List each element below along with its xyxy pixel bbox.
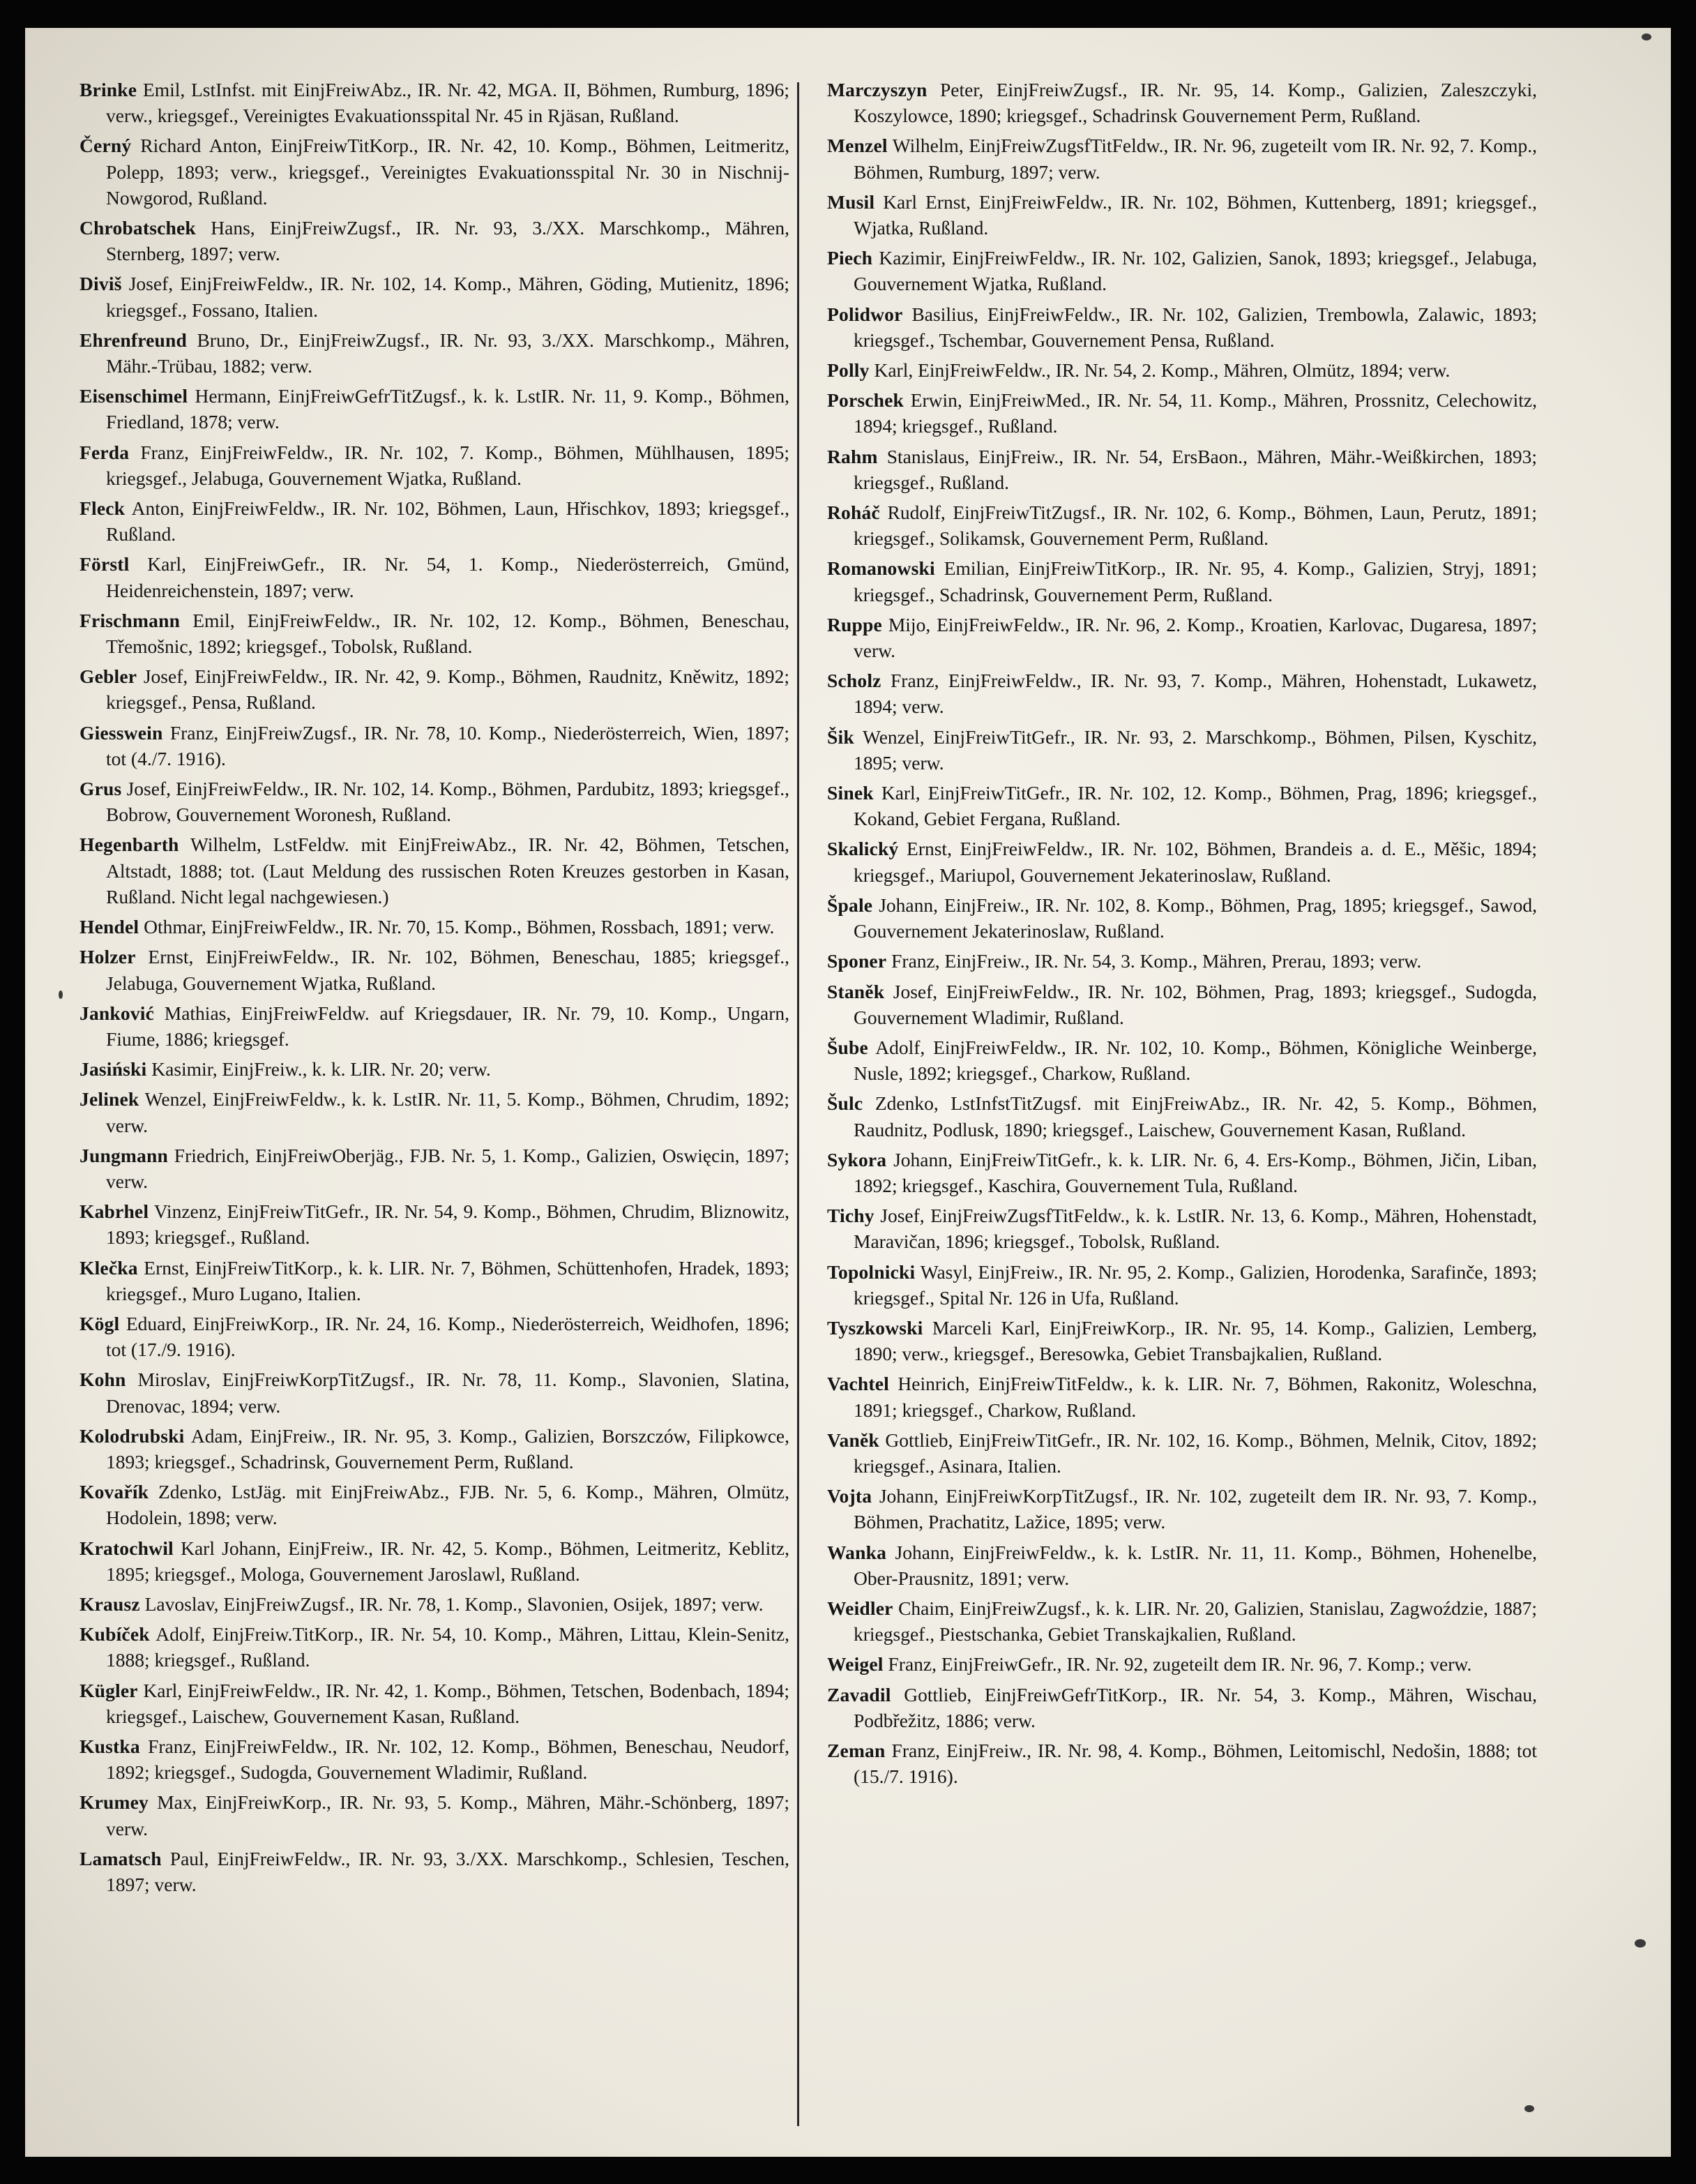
entry-surname: Kubíček — [80, 1623, 150, 1645]
entry-surname: Weidler — [827, 1597, 893, 1619]
entry-details: Emilian, EinjFreiwTitKorp., IR. Nr. 95, 4. Komp., Galizien, Stryj, 1891; kriegsgef., Schadrinsk, Gouvernement Perm, Rußland. — [854, 557, 1537, 605]
register-entry — [80, 1591, 789, 1617]
register-entry — [80, 77, 789, 128]
entry-details: Bruno, Dr., EinjFreiwZugsf., IR. Nr. 93, 3./XX. Marschkomp., Mähren, Mähr.-Trübau, 1882; verw. — [106, 329, 789, 377]
entry-surname: Kustka — [80, 1735, 140, 1757]
ink-smudge — [1642, 33, 1651, 40]
entry-surname: Kögl — [80, 1312, 120, 1334]
entry-details: Karl Johann, EinjFreiw., IR. Nr. 42, 5. Komp., Böhmen, Leitmeritz, Keblitz, 1895; kriegsgef., Mologa, Gouvernement Jaroslawl, Rußland. — [106, 1537, 789, 1585]
entry-surname: Piech — [827, 247, 873, 269]
entry-details: Franz, EinjFreiw., IR. Nr. 98, 4. Komp., Böhmen, Leitomischl, Nedošin, 1888; tot (15./7. 1916). — [854, 1739, 1537, 1788]
entry-details: Wenzel, EinjFreiwTitGefr., IR. Nr. 93, 2. Marschkomp., Böhmen, Pilsen, Kyschitz, 1895; verw. — [854, 725, 1537, 774]
register-entry — [827, 1371, 1537, 1422]
entry-details: Peter, EinjFreiwZugsf., IR. Nr. 95, 14. Komp., Galizien, Zaleszczyki, Koszylowce, 1890; kriegsgef., Schadrinsk Gouvernement Perm, Rußland. — [854, 79, 1537, 127]
entry-surname: Vaněk — [827, 1429, 879, 1451]
entry-surname: Černý — [80, 135, 132, 157]
entry-details: Josef, EinjFreiwZugsfTitFeldw., k. k. LstIR. Nr. 13, 6. Komp., Mähren, Hohenstadt, Maravičan, 1896; kriegsgef., Tobolsk, Rußland. — [854, 1205, 1537, 1253]
entry-surname: Tichy — [827, 1205, 874, 1227]
entry-details: Mathias, EinjFreiwFeldw. auf Kriegsdauer, IR. Nr. 79, 10. Komp., Ungarn, Fiume, 1886; kriegsgef. — [106, 1002, 789, 1050]
register-entry — [80, 944, 789, 995]
document-page — [25, 28, 1671, 2157]
register-entry — [827, 1315, 1537, 1366]
register-entry — [827, 357, 1537, 383]
entry-details: Johann, EinjFreiw., IR. Nr. 102, 8. Komp., Böhmen, Prag, 1895; kriegsgef., Sawod, Gouvernement Jekaterinoslaw, Rußland. — [854, 894, 1537, 942]
register-entry — [827, 1595, 1537, 1647]
entry-details: Josef, EinjFreiwFeldw., IR. Nr. 42, 9. Komp., Böhmen, Raudnitz, Kněwitz, 1892; kriegsgef., Pensa, Rußland. — [106, 665, 789, 714]
entry-details: Kasimir, EinjFreiw., k. k. LIR. Nr. 20; verw. — [151, 1058, 491, 1080]
register-entry — [80, 831, 789, 910]
entry-surname: Diviš — [80, 273, 122, 295]
entry-details: Hermann, EinjFreiwGefrTitZugsf., k. k. LstIR. Nr. 11, 9. Komp., Böhmen, Friedland, 1878; verw. — [106, 385, 789, 433]
entry-details: Heinrich, EinjFreiwTitFeldw., k. k. LIR. Nr. 7, Böhmen, Rakonitz, Woleschna, 1891; kriegsgef., Charkow, Rußland. — [854, 1373, 1537, 1421]
ink-smudge — [1635, 1939, 1646, 1948]
register-entry — [80, 720, 789, 771]
register-entry — [827, 133, 1537, 184]
entry-details: Erwin, EinjFreiwMed., IR. Nr. 54, 11. Komp., Mähren, Prossnitz, Celechowitz, 1894; kriegsgef., Rußland. — [854, 389, 1537, 437]
entry-surname: Šulc — [827, 1092, 863, 1115]
register-entry — [80, 1423, 789, 1475]
entry-details: Josef, EinjFreiwFeldw., IR. Nr. 102, 14. Komp., Böhmen, Pardubitz, 1893; kriegsgef., Bobrow, Gouvernement Woronesh, Rußland. — [106, 778, 789, 826]
entry-surname: Jasiński — [80, 1058, 147, 1080]
entry-surname: Gebler — [80, 665, 137, 688]
entry-surname: Klečka — [80, 1256, 138, 1279]
entry-surname: Polly — [827, 359, 870, 382]
entry-surname: Kovařík — [80, 1481, 149, 1503]
entry-surname: Wanka — [827, 1541, 887, 1563]
entry-details: Gottlieb, EinjFreiwGefrTitKorp., IR. Nr. 54, 3. Komp., Mähren, Wischau, Podbřežitz, 1886; verw. — [854, 1683, 1537, 1731]
entry-surname: Ehrenfreund — [80, 329, 188, 351]
register-entry — [80, 1255, 789, 1306]
entry-surname: Kohn — [80, 1369, 126, 1391]
register-entry — [827, 1203, 1537, 1254]
entry-details: Hans, EinjFreiwZugsf., IR. Nr. 93, 3./XX. Marschkomp., Mähren, Sternberg, 1897; verw. — [106, 217, 789, 265]
entry-surname: Zavadil — [827, 1683, 891, 1705]
entry-surname: Šik — [827, 725, 854, 748]
register-entry — [80, 914, 789, 940]
entry-surname: Sponer — [827, 950, 887, 972]
register-entry — [80, 1311, 789, 1362]
entry-surname: Ferda — [80, 441, 130, 463]
entry-surname: Topolnicki — [827, 1260, 916, 1283]
entry-details: Karl, EinjFreiwFeldw., IR. Nr. 54, 2. Komp., Mähren, Olmütz, 1894; verw. — [874, 359, 1451, 382]
register-entry — [827, 780, 1537, 831]
left-column — [80, 77, 789, 2141]
entry-details: Wilhelm, LstFeldw. mit EinjFreiwAbz., IR. Nr. 42, Böhmen, Tetschen, Altstadt, 1888; tot. (Laut Meldung des russischen Roten Kreuzes gestorben in Kasan, Rußland. Nicht legal nachgewiesen.) — [106, 834, 789, 908]
entry-surname: Janković — [80, 1002, 155, 1024]
entry-details: Johann, EinjFreiwKorpTitZugsf., IR. Nr. 102, zugeteilt dem IR. Nr. 93, 7. Komp., Böhmen, Prachatitz, Lažice, 1895; verw. — [854, 1485, 1537, 1533]
register-entry — [80, 327, 789, 379]
entry-surname: Förstl — [80, 553, 130, 575]
entry-surname: Lamatsch — [80, 1847, 162, 1869]
entry-details: Ernst, EinjFreiwFeldw., IR. Nr. 102, Böhmen, Beneschau, 1885; kriegsgef., Jelabuga, Gouvernement Wjatka, Rußland. — [106, 946, 789, 994]
entry-surname: Frischmann — [80, 609, 181, 631]
register-entry — [827, 499, 1537, 551]
register-entry — [80, 1479, 789, 1530]
entry-details: Emil, EinjFreiwFeldw., IR. Nr. 102, 12. Komp., Böhmen, Beneschau, Třemošnic, 1892; kriegsgef., Tobolsk, Rußland. — [106, 609, 789, 658]
entry-details: Karl, EinjFreiwFeldw., IR. Nr. 42, 1. Komp., Böhmen, Tetschen, Bodenbach, 1894; kriegsgef., Laischew, Gouvernement Kasan, Rußland. — [106, 1679, 789, 1727]
register-entry — [827, 77, 1537, 128]
entry-details: Lavoslav, EinjFreiwZugsf., IR. Nr. 78, 1. Komp., Slavonien, Osijek, 1897; verw. — [144, 1592, 764, 1615]
entry-details: Josef, EinjFreiwFeldw., IR. Nr. 102, Böhmen, Prag, 1893; kriegsgef., Sudogda, Gouvernement Wladimir, Rußland. — [854, 980, 1537, 1028]
entry-details: Johann, EinjFreiwFeldw., k. k. LstIR. Nr. 11, 11. Komp., Böhmen, Hohenelbe, Ober-Prausnitz, 1891; verw. — [854, 1541, 1537, 1589]
entry-surname: Chrobatschek — [80, 217, 196, 239]
register-entry — [827, 724, 1537, 776]
entry-details: Chaim, EinjFreiwZugsf., k. k. LIR. Nr. 20, Galizien, Stanislau, Zagwoździe, 1887; kriegsgef., Piestschanka, Gebiet Transkajkalien, Rußland. — [854, 1597, 1537, 1645]
entry-details: Franz, EinjFreiwFeldw., IR. Nr. 93, 7. Komp., Mähren, Hohenstadt, Lukawetz, 1894; verw. — [854, 670, 1537, 718]
entry-details: Franz, EinjFreiw., IR. Nr. 54, 3. Komp., Mähren, Prerau, 1893; verw. — [891, 950, 1422, 972]
register-entry — [80, 439, 789, 491]
column-divider — [797, 82, 799, 2126]
entry-details: Ernst, EinjFreiwTitKorp., k. k. LIR. Nr. 7, Böhmen, Schüttenhofen, Hradek, 1893; kriegsgef., Muro Lugano, Italien. — [106, 1256, 789, 1304]
entry-details: Friedrich, EinjFreiwOberjäg., FJB. Nr. 5, 1. Komp., Galizien, Oswięcin, 1897; verw. — [106, 1144, 789, 1192]
register-entry — [827, 1539, 1537, 1591]
register-entry — [80, 1000, 789, 1052]
entry-details: Adam, EinjFreiw., IR. Nr. 95, 3. Komp., Galizien, Borszczów, Filipkowce, 1893; kriegsgef., Schadrinsk, Gouvernement Perm, Rußland. — [106, 1424, 789, 1473]
entry-surname: Porschek — [827, 389, 904, 412]
register-entry — [80, 1678, 789, 1729]
entry-surname: Grus — [80, 778, 122, 800]
register-entry — [827, 1651, 1537, 1677]
register-entry — [80, 1535, 789, 1587]
entry-details: Karl Ernst, EinjFreiwFeldw., IR. Nr. 102, Böhmen, Kuttenberg, 1891; kriegsgef., Wjatka, Rußland. — [854, 190, 1537, 239]
entry-details: Karl, EinjFreiwGefr., IR. Nr. 54, 1. Komp., Niederösterreich, Gmünd, Heidenreichenstein, 1897; verw. — [106, 553, 789, 601]
register-entry — [827, 836, 1537, 887]
right-column — [827, 77, 1537, 2141]
entry-details: Rudolf, EinjFreiwTitZugsf., IR. Nr. 102, 6. Komp., Böhmen, Laun, Perutz, 1891; kriegsgef., Solikamsk, Gouvernement Perm, Rußland. — [854, 502, 1537, 550]
entry-surname: Skalický — [827, 838, 899, 860]
register-entry — [80, 495, 789, 547]
register-entry — [827, 444, 1537, 495]
entry-surname: Holzer — [80, 946, 136, 968]
entry-surname: Zeman — [827, 1739, 886, 1761]
entry-surname: Eisenschimel — [80, 385, 188, 407]
entry-surname: Jelinek — [80, 1088, 139, 1110]
entry-details: Eduard, EinjFreiwKorp., IR. Nr. 24, 16. Komp., Niederösterreich, Weidhofen, 1896; tot (17./9. 1916). — [106, 1312, 789, 1361]
register-entry — [827, 1427, 1537, 1479]
entry-details: Franz, EinjFreiwZugsf., IR. Nr. 78, 10. Komp., Niederösterreich, Wien, 1897; tot (4./7. 1916). — [106, 721, 789, 769]
entry-details: Johann, EinjFreiwTitGefr., k. k. LIR. Nr. 6, 4. Ers-Komp., Böhmen, Jičin, Liban, 1892; kriegsgef., Kaschira, Gouvernement Tula, Rußland. — [854, 1148, 1537, 1196]
register-entry — [827, 612, 1537, 663]
entry-details: Paul, EinjFreiwFeldw., IR. Nr. 93, 3./XX. Marschkomp., Schlesien, Teschen, 1897; verw. — [106, 1847, 789, 1895]
register-entry — [827, 1682, 1537, 1733]
register-entry — [80, 1621, 789, 1673]
entry-surname: Rahm — [827, 445, 878, 467]
entry-surname: Polidwor — [827, 303, 903, 325]
entry-surname: Roháč — [827, 502, 880, 524]
entry-surname: Špale — [827, 894, 873, 916]
entry-surname: Krausz — [80, 1592, 140, 1615]
entry-surname: Giesswein — [80, 721, 163, 744]
entry-details: Zdenko, LstJäg. mit EinjFreiwAbz., FJB. Nr. 5, 6. Komp., Mähren, Olmütz, Hodolein, 1898; verw. — [106, 1481, 789, 1529]
entry-details: Josef, EinjFreiwFeldw., IR. Nr. 102, 14. Komp., Mähren, Göding, Mutienitz, 1896; kriegsgef., Fossano, Italien. — [106, 273, 789, 321]
register-entry — [827, 1259, 1537, 1311]
entry-details: Miroslav, EinjFreiwKorpTitZugsf., IR. Nr. 78, 11. Komp., Slavonien, Slatina, Drenovac, 1894; verw. — [106, 1369, 789, 1417]
entry-details: Marceli Karl, EinjFreiwKorp., IR. Nr. 95, 14. Komp., Galizien, Lemberg, 1890; verw., kriegsgef., Beresowka, Gebiet Transbajkalien, Rußland. — [854, 1316, 1537, 1365]
register-entry — [80, 215, 789, 266]
register-entry — [80, 1056, 789, 1082]
register-entry — [80, 551, 789, 603]
register-entry — [827, 387, 1537, 439]
register-entry — [827, 189, 1537, 241]
register-entry — [827, 555, 1537, 607]
entry-details: Basilius, EinjFreiwFeldw., IR. Nr. 102, Galizien, Trembowla, Zalawic, 1893; kriegsgef., Tschembar, Gouvernement Pensa, Rußland. — [854, 303, 1537, 351]
register-entry — [80, 663, 789, 715]
entry-details: Karl, EinjFreiwTitGefr., IR. Nr. 102, 12. Komp., Böhmen, Prag, 1896; kriegsgef., Kokand, Gebiet Fergana, Rußland. — [854, 782, 1537, 830]
register-entry — [827, 1738, 1537, 1789]
register-entry — [80, 1143, 789, 1194]
entry-details: Adolf, EinjFreiw.TitKorp., IR. Nr. 54, 10. Komp., Mähren, Littau, Klein-Senitz, 1888; kriegsgef., Rußland. — [106, 1623, 789, 1671]
register-entry — [80, 1733, 789, 1785]
entry-details: Franz, EinjFreiwFeldw., IR. Nr. 102, 7. Komp., Böhmen, Mühlhausen, 1895; kriegsgef., Jelabuga, Gouvernement Wjatka, Rußland. — [106, 441, 789, 489]
entry-surname: Kolodrubski — [80, 1424, 185, 1447]
entry-surname: Kügler — [80, 1679, 138, 1701]
entry-surname: Staněk — [827, 980, 885, 1002]
register-entry — [827, 245, 1537, 296]
entry-surname: Romanowski — [827, 557, 935, 580]
entry-details: Kazimir, EinjFreiwFeldw., IR. Nr. 102, Galizien, Sanok, 1893; kriegsgef., Jelabuga, Gouvernement Wjatka, Rußland. — [854, 247, 1537, 295]
entry-details: Adolf, EinjFreiwFeldw., IR. Nr. 102, 10. Komp., Böhmen, Königliche Weinberge, Nusle, 1892; kriegsgef., Charkow, Rußland. — [854, 1036, 1537, 1085]
register-entry — [80, 1198, 789, 1250]
entry-surname: Menzel — [827, 135, 888, 157]
entry-surname: Musil — [827, 190, 875, 213]
entry-details: Stanislaus, EinjFreiw., IR. Nr. 54, ErsBaon., Mähren, Mähr.-Weißkirchen, 1893; kriegsgef., Rußland. — [854, 445, 1537, 493]
entry-surname: Kabrhel — [80, 1200, 149, 1223]
register-entry — [827, 301, 1537, 353]
entry-surname: Sykora — [827, 1148, 887, 1170]
entry-details: Gottlieb, EinjFreiwTitGefr., IR. Nr. 102, 16. Komp., Böhmen, Melnik, Citov, 1892; kriegsgef., Asinara, Italien. — [854, 1429, 1537, 1477]
entry-details: Richard Anton, EinjFreiwTitKorp., IR. Nr. 42, 10. Komp., Böhmen, Leitmeritz, Polepp, 1893; verw., kriegsgef., Vereinigtes Evakuationsspital Nr. 30 in Nischnij-Nowgorod, Rußland. — [106, 135, 789, 209]
entry-details: Emil, LstInfst. mit EinjFreiwAbz., IR. Nr. 42, MGA. II, Böhmen, Rumburg, 1896; verw., kriegsgef., Vereinigtes Evakuationsspital Nr. 45 in Rjäsan, Rußland. — [106, 79, 789, 127]
entry-details: Mijo, EinjFreiwFeldw., IR. Nr. 96, 2. Komp., Kroatien, Karlovac, Dugaresa, 1897; verw. — [854, 613, 1537, 662]
entry-details: Zdenko, LstInfstTitZugsf. mit EinjFreiwAbz., IR. Nr. 42, 5. Komp., Böhmen, Raudnitz, Podlusk, 1890; kriegsgef., Laischew, Gouvernement Kasan, Rußland. — [854, 1092, 1537, 1140]
entry-details: Wilhelm, EinjFreiwZugsfTitFeldw., IR. Nr. 96, zugeteilt vom IR. Nr. 92, 7. Komp., Böhmen, Rumburg, 1897; verw. — [854, 135, 1537, 183]
register-entry — [80, 776, 789, 827]
register-entry — [80, 1086, 789, 1138]
ink-smudge — [1524, 2105, 1534, 2112]
register-entry — [827, 1090, 1537, 1142]
entry-details: Max, EinjFreiwKorp., IR. Nr. 93, 5. Komp., Mähren, Mähr.-Schönberg, 1897; verw. — [106, 1791, 789, 1839]
register-entry — [827, 979, 1537, 1030]
entry-surname: Šube — [827, 1036, 868, 1058]
register-entry — [80, 133, 789, 211]
entry-surname: Brinke — [80, 79, 137, 100]
register-entry — [827, 1483, 1537, 1535]
register-entry — [80, 1366, 789, 1418]
entry-surname: Jungmann — [80, 1144, 168, 1166]
register-entry — [827, 948, 1537, 974]
entry-surname: Krumey — [80, 1791, 149, 1814]
entry-surname: Vojta — [827, 1485, 872, 1507]
register-entry — [80, 383, 789, 435]
entry-surname: Sinek — [827, 782, 874, 804]
entry-details: Wenzel, EinjFreiwFeldw., k. k. LstIR. Nr. 11, 5. Komp., Böhmen, Chrudim, 1892; verw. — [106, 1088, 789, 1136]
entry-surname: Marczyszyn — [827, 79, 927, 100]
entry-surname: Tyszkowski — [827, 1316, 923, 1339]
ink-smudge — [59, 991, 63, 999]
entry-surname: Fleck — [80, 497, 126, 520]
entry-surname: Scholz — [827, 670, 881, 692]
entry-surname: Vachtel — [827, 1373, 889, 1395]
register-entry — [80, 271, 789, 322]
register-entry — [827, 1034, 1537, 1086]
entry-details: Franz, EinjFreiwFeldw., IR. Nr. 102, 12. Komp., Böhmen, Beneschau, Neudorf, 1892; kriegsgef., Sudogda, Gouvernement Wladimir, Rußland. — [106, 1735, 789, 1784]
entry-details: Ernst, EinjFreiwFeldw., IR. Nr. 102, Böhmen, Brandeis a. d. E., Měšic, 1894; kriegsgef., Mariupol, Gouvernement Jekaterinoslaw, Rußland. — [854, 838, 1537, 886]
entry-details: Anton, EinjFreiwFeldw., IR. Nr. 102, Böhmen, Laun, Hřischkov, 1893; kriegsgef., Rußland. — [106, 497, 789, 545]
register-entry — [827, 668, 1537, 719]
register-entry — [80, 1846, 789, 1897]
register-entry — [80, 1789, 789, 1841]
entry-details: Vinzenz, EinjFreiwTitGefr., IR. Nr. 54, 9. Komp., Böhmen, Chrudim, Bliznowitz, 1893; kriegsgef., Rußland. — [106, 1200, 789, 1249]
entry-details: Othmar, EinjFreiwFeldw., IR. Nr. 70, 15. Komp., Böhmen, Rossbach, 1891; verw. — [144, 916, 775, 938]
entry-surname: Kratochwil — [80, 1537, 174, 1559]
entry-details: Franz, EinjFreiwGefr., IR. Nr. 92, zugeteilt dem IR. Nr. 96, 7. Komp.; verw. — [888, 1653, 1472, 1675]
entry-surname: Ruppe — [827, 613, 882, 635]
entry-surname: Hegenbarth — [80, 834, 179, 856]
register-entry — [80, 608, 789, 659]
entry-details: Wasyl, EinjFreiw., IR. Nr. 95, 2. Komp., Galizien, Horodenka, Sarafinče, 1893; kriegsgef., Spital Nr. 126 in Ufa, Rußland. — [854, 1260, 1537, 1309]
entry-surname: Weigel — [827, 1653, 884, 1675]
register-entry — [827, 892, 1537, 944]
register-entry — [827, 1147, 1537, 1198]
entry-surname: Hendel — [80, 916, 139, 938]
